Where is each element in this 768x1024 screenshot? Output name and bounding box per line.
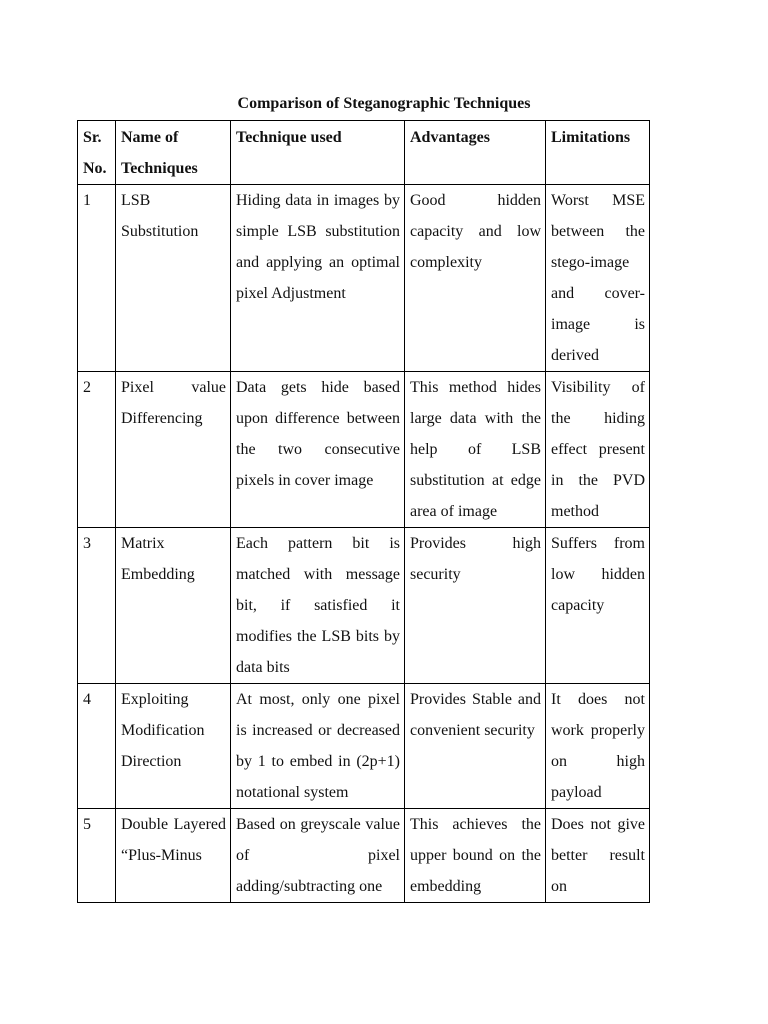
header-limitations: Limitations bbox=[546, 121, 650, 185]
cell-technique-used: Hiding data in images by simple LSB substitution and applying an optimal pixel Adjustment bbox=[231, 185, 405, 372]
header-technique-name: Name of Techniques bbox=[116, 121, 231, 185]
cell-limitations: Worst MSE between the stego-image and cover-image is derived bbox=[546, 185, 650, 372]
cell-sr-no: 3 bbox=[78, 528, 116, 684]
table-row bbox=[78, 809, 650, 903]
cell-technique-name: Exploiting Modification Direction bbox=[116, 684, 231, 809]
page-title: Comparison of Steganographic Techniques bbox=[237, 95, 531, 112]
cell-technique-used: At most, only one pixel is increased or decreased by 1 to embed in (2p+1) notational system bbox=[231, 684, 405, 809]
cell-sr-no: 4 bbox=[78, 684, 116, 809]
cell-advantages: This method hides large data with the help of LSB substitution at edge area of image bbox=[405, 372, 546, 528]
cell-limitations: Visibility of the hiding effect present in the PVD method bbox=[546, 372, 650, 528]
cell-limitations: Suffers from low hidden capacity bbox=[546, 528, 650, 684]
cell-technique-name: Matrix Embedding bbox=[116, 528, 231, 684]
cell-sr-no: 2 bbox=[78, 372, 116, 528]
header-advantages: Advantages bbox=[405, 121, 546, 185]
cell-technique-name: Double Layered “Plus-Minus bbox=[116, 809, 231, 903]
table-row bbox=[78, 528, 650, 684]
table-header-row bbox=[78, 121, 650, 185]
header-sr-no: Sr. No. bbox=[78, 121, 116, 185]
cell-limitations: Does not give better result on bbox=[546, 809, 650, 903]
table-row bbox=[78, 684, 650, 809]
cell-advantages: Provides Stable and convenient security bbox=[405, 684, 546, 809]
cell-technique-used: Each pattern bit is matched with message bit, if satisfied it modifies the LSB bits by data bits bbox=[231, 528, 405, 684]
comparison-table bbox=[77, 120, 650, 903]
cell-technique-name: Pixel value Differencing bbox=[116, 372, 231, 528]
cell-technique-used: Based on greyscale value of pixel adding/subtracting one bbox=[231, 809, 405, 903]
cell-sr-no: 1 bbox=[78, 185, 116, 372]
cell-sr-no: 5 bbox=[78, 809, 116, 903]
table-row bbox=[78, 185, 650, 372]
header-technique-used: Technique used bbox=[231, 121, 405, 185]
cell-advantages: Provides high security bbox=[405, 528, 546, 684]
cell-limitations: It does not work properly on high payload bbox=[546, 684, 650, 809]
cell-advantages: This achieves the upper bound on the embedding bbox=[405, 809, 546, 903]
cell-technique-used: Data gets hide based upon difference between the two consecutive pixels in cover image bbox=[231, 372, 405, 528]
cell-technique-name: LSB Substitution bbox=[116, 185, 231, 372]
cell-advantages: Good hidden capacity and low complexity bbox=[405, 185, 546, 372]
table-row bbox=[78, 372, 650, 528]
